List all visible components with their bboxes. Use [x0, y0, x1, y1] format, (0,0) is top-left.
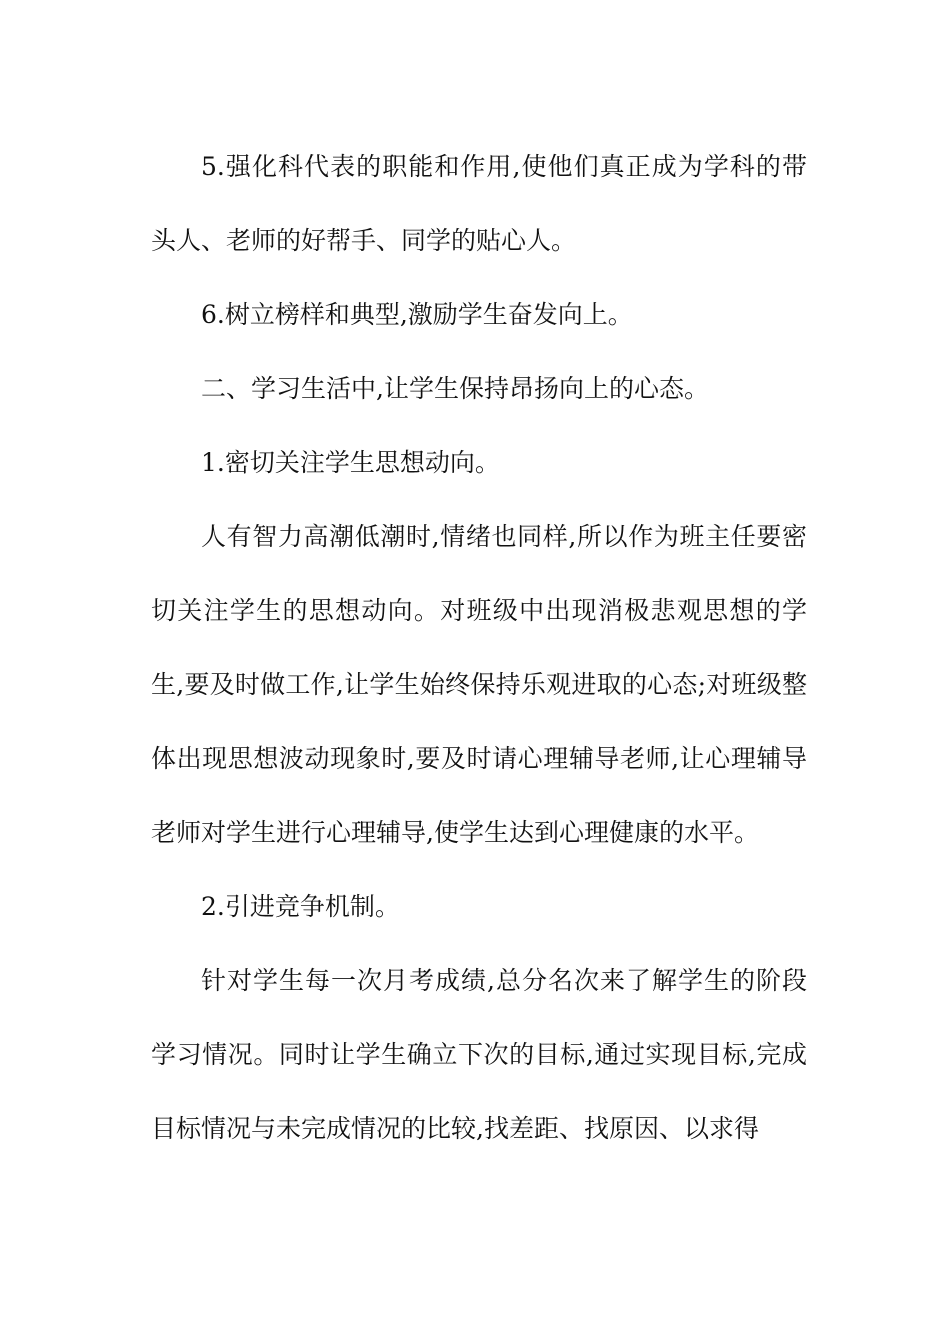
section-heading-2: 二、学习生活中,让学生保持昂扬向上的心态。 — [201, 374, 709, 403]
paragraph-mental-state: 人有智力高潮低潮时,情绪也同样,所以作为班主任要密切关注学生的思想动向。对班级中出现消极悲观思想的学生,要及时做工作,让学生始终保持乐观进取的心态;对班级整体出现思想波动现象时,要及时请心理辅导老师,让心理辅导老师对学生进行心理辅导,使学生达到心理健康的水平。 — [151, 522, 807, 847]
subheading-1-attention: 1.密切关注学生思想动向。 — [201, 448, 500, 477]
document-body — [151, 130, 807, 1166]
paragraph-item-5-subject-representatives: 5.强化科代表的职能和作用,使他们真正成为学科的带头人、老师的好帮手、同学的贴心人。 — [151, 152, 807, 255]
subheading-2-competition: 2.引进竞争机制。 — [201, 892, 400, 921]
paragraph-item-6-role-models: 6.树立榜样和典型,激励学生奋发向上。 — [201, 300, 633, 329]
paragraph-monthly-exams: 针对学生每一次月考成绩,总分名次来了解学生的阶段学习情况。同时让学生确立下次的目标,通过实现目标,完成目标情况与未完成情况的比较,找差距、找原因、以求得 — [151, 966, 807, 1143]
